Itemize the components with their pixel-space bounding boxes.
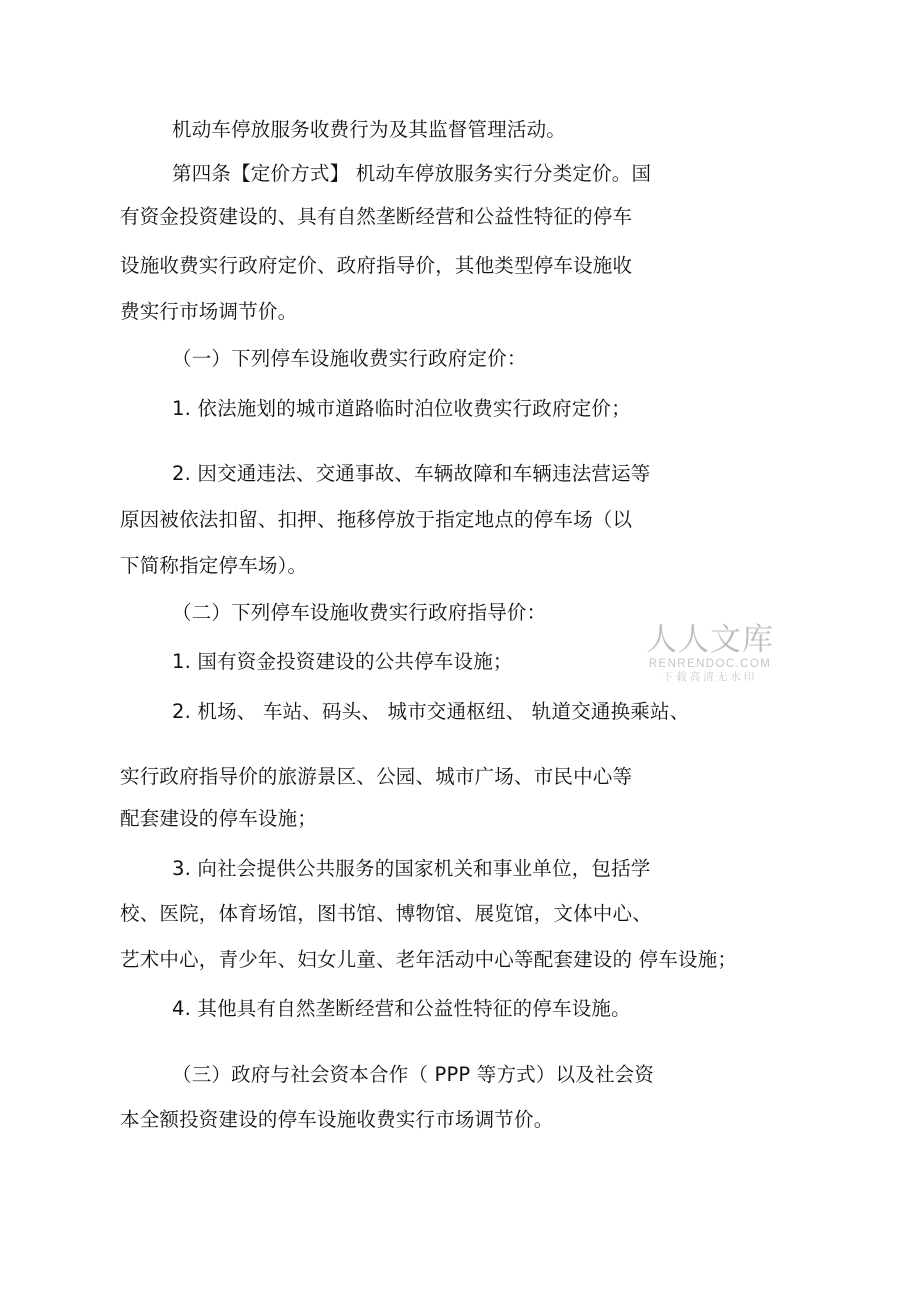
text-line: 4. 其他具有自然垄断经营和公益性特征的停车设施。 [172,997,631,1020]
watermark [646,622,774,684]
text-line: （一）下列停车设施收费实行政府定价： [172,347,527,370]
text-line: 机动车停放服务收费行为及其监督管理活动。 [172,118,567,141]
text-line: 第四条【定价方式】 机动车停放服务实行分类定价。国 [172,162,652,185]
text-line: 配套建设的停车设施； [120,807,318,830]
text-line: 实行政府指导价的旅游景区、公园、城市广场、市民中心等 [120,765,633,788]
text-line: 艺术中心，青少年、妇女儿童、老年活动中心等配套建设的 停车设施； [120,948,738,971]
text-line: 2. 机场、 车站、码头、 城市交通枢纽、 轨道交通换乘站、 [172,700,690,723]
text-line: 下简称指定停车场）。 [120,554,308,577]
text-line: 设施收费实行政府定价、政府指导价，其他类型停车设施收 [120,254,633,277]
text-line: 1. 依法施划的城市道路临时泊位收费实行政府定价； [172,397,631,420]
text-line: 费实行市场调节价。 [120,300,298,323]
text-line: 本全额投资建设的停车设施收费实行市场调节价。 [120,1108,554,1131]
text-line: （二）下列停车设施收费实行政府指导价： [172,601,547,624]
text-line: 1. 国有资金投资建设的公共停车设施； [172,650,513,673]
text-line: 原因被依法扣留、扣押、拖移停放于指定地点的停车场（以 [120,508,633,531]
text-line: 校、医院，体育场馆，图书馆、博物馆、展览馆，文体中心、 [120,902,652,925]
text-line: 有资金投资建设的、具有自然垄断经营和公益性特征的停车 [120,205,633,228]
watermark-site: RENRENDOC.COM [648,658,772,670]
watermark-subtitle: 下载高清无水印 [662,671,758,683]
text-line: （三）政府与社会资本合作（ PPP 等方式）以及社会资 [172,1063,655,1086]
watermark-title: 人人文库 [646,622,774,658]
text-line: 3. 向社会提供公共服务的国家机关和事业单位，包括学 [172,857,651,880]
text-line: 2. 因交通违法、交通事故、车辆故障和车辆违法营运等 [172,462,651,485]
